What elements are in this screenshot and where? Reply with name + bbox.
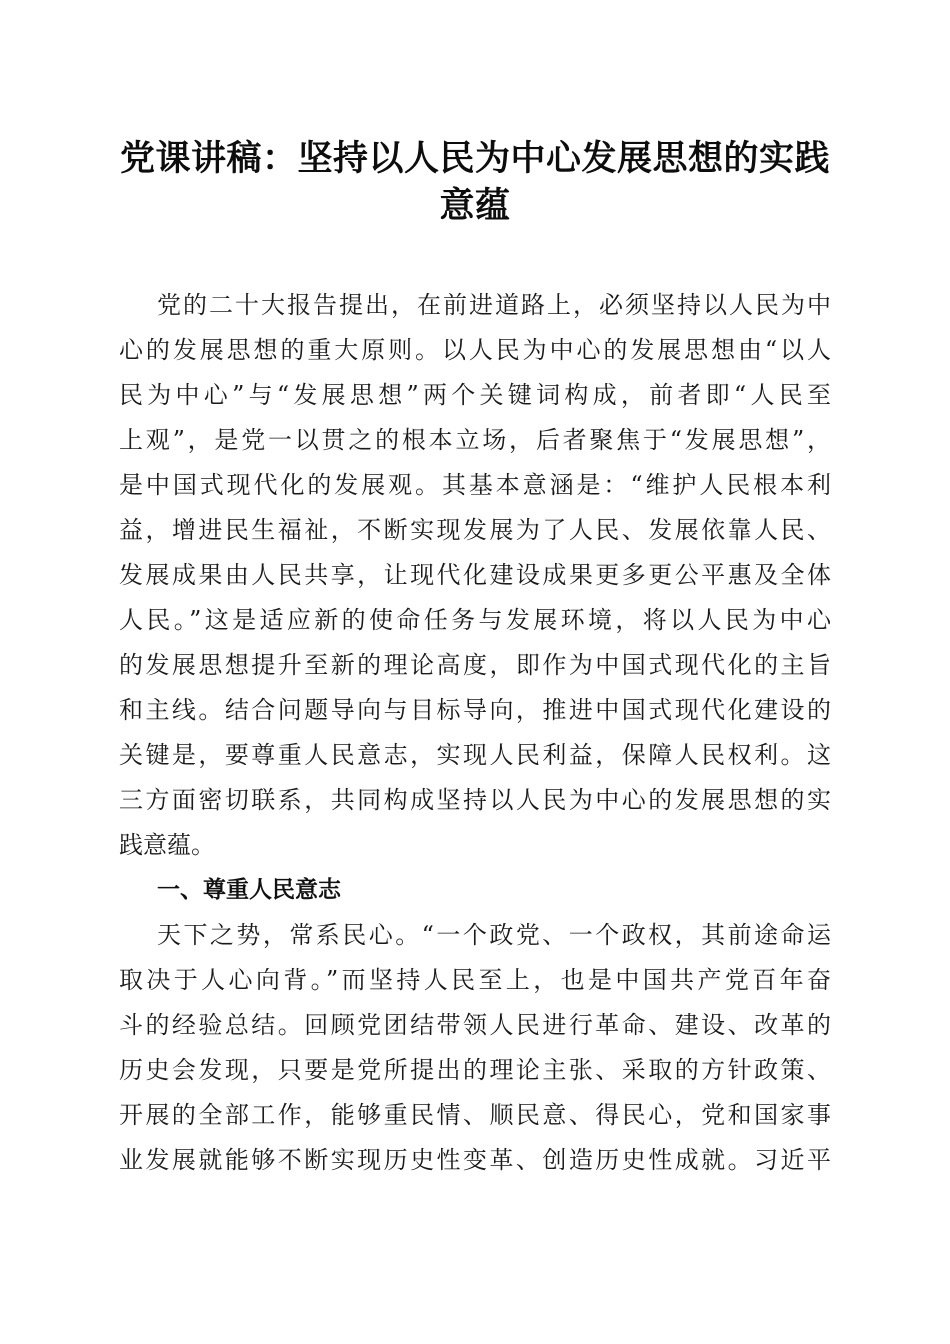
text-line: 取决于人心向背。”而坚持人民至上，也是中国共产党百年奋: [119, 966, 831, 994]
text-line: 民为中心”与“发展思想”两个关键词构成，前者即“人民至: [119, 381, 831, 409]
text-line: 人民。”这是适应新的使命任务与发展环境，将以人民为中心: [119, 606, 831, 634]
title-line: 意蕴: [439, 186, 511, 226]
text-line: 业发展就能够不断实现历史性变革、创造历史性成就。习近平: [119, 1146, 831, 1174]
text-line: 心的发展思想的重大原则。以人民为中心的发展思想由“以人: [119, 336, 831, 364]
text-line: 党的二十大报告提出，在前进道路上，必须坚持以人民为中: [157, 291, 831, 319]
text-line: 关键是，要尊重人民意志，实现人民利益，保障人民权利。这: [119, 741, 831, 769]
paragraph-2: [119, 913, 831, 1183]
text-line: 益，增进民生福祉，不断实现发展为了人民、发展依靠人民、: [119, 516, 831, 544]
text-line: 的发展思想提升至新的理论高度，即作为中国式现代化的主旨: [119, 651, 831, 679]
text-line: 斗的经验总结。回顾党团结带领人民进行革命、建设、改革的: [119, 1011, 831, 1039]
text-line: 是中国式现代化的发展观。其基本意涵是：“维护人民根本利: [119, 471, 831, 499]
text-line: 和主线。结合问题导向与目标导向，推进中国式现代化建设的: [119, 696, 831, 724]
text-line: 发展成果由人民共享，让现代化建设成果更多更公平惠及全体: [119, 561, 831, 589]
text-line: 践意蕴。: [119, 831, 215, 859]
text-line: 历史会发现，只要是党所提出的理论主张、采取的方针政策、: [119, 1056, 831, 1084]
paragraph-1: [119, 283, 831, 868]
text-line: 开展的全部工作，能够重民情、顺民意、得民心，党和国家事: [119, 1101, 831, 1129]
document-title: [110, 136, 840, 230]
text-line: 三方面密切联系，共同构成坚持以人民为中心的发展思想的实: [119, 786, 831, 814]
document-body: [119, 283, 831, 1183]
section-heading-1: 一、尊重人民意志: [157, 877, 341, 903]
text-line: 天下之势，常系民心。“一个政党、一个政权，其前途命运: [157, 921, 831, 949]
text-line: 上观”，是党一以贯之的根本立场，后者聚焦于“发展思想”，: [119, 426, 831, 454]
title-line: 党课讲稿：坚持以人民为中心发展思想的实践: [119, 139, 830, 179]
